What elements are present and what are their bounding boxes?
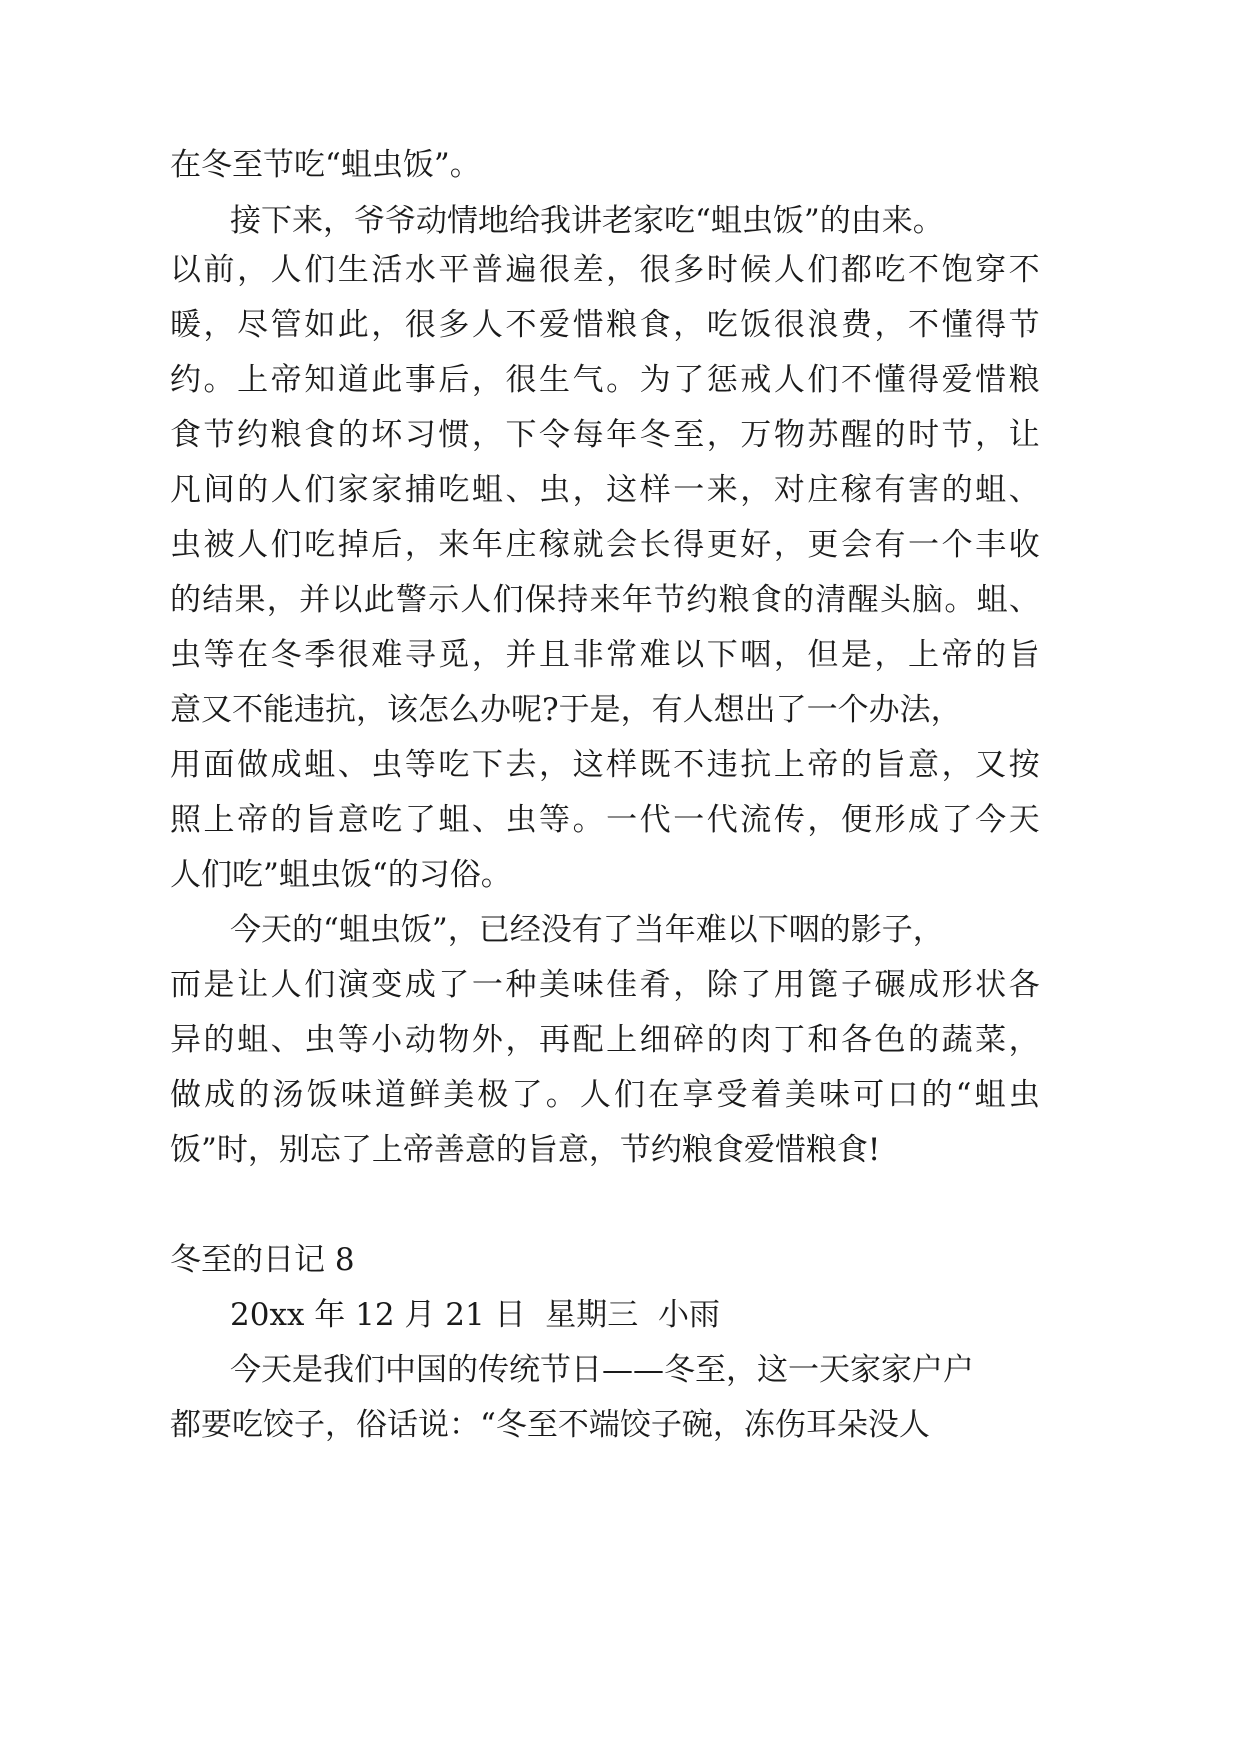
text-line: 都要吃饺子，俗话说：“冬至不端饺子碗，冻伤耳朵没人 — [170, 1407, 930, 1443]
text-line: 用 面 做 成 蛆 、 虫 等 吃 下 去 ， 这 样 既 不 违 抗 上 帝 的 旨 意 ， 又 按 — [170, 747, 1040, 783]
text-line: 凡 间 的 人 们 家 家 捕 吃 蛆 、 虫 ， 这 样 一 来 ， 对 庄 稼 有 害 的 蛆 、 — [170, 472, 1040, 508]
text-line: 的 结 果 ， 并 以 此 警 示 人 们 保 持 来 年 节 约 粮 食 的 清 醒 头 脑 。 蛆 、 — [170, 582, 1040, 618]
text-line: 虫 被 人 们 吃 掉 后 ， 来 年 庄 稼 就 会 长 得 更 好 ， 更 会 有 一 个 丰 收 — [170, 527, 1040, 563]
text-line: 在冬至节吃“蛆虫饭”。 — [170, 147, 481, 183]
text-line: 虫 等 在 冬 季 很 难 寻 觅 ， 并 且 非 常 难 以 下 咽 ， 但 是 ， 上 帝 的 旨 — [170, 637, 1040, 673]
text-line: 饭”时，别忘了上帝善意的旨意，节约粮食爱惜粮食! — [170, 1132, 881, 1168]
text-line: 暖 ， 尽 管 如 此 ， 很 多 人 不 爱 惜 粮 食 ， 吃 饭 很 浪 费 ， 不 懂 得 节 — [170, 307, 1040, 343]
text-line: 食 节 约 粮 食 的 坏 习 惯 ， 下 令 每 年 冬 至 ， 万 物 苏 醒 的 时 节 ， 让 — [170, 417, 1040, 453]
paragraph-first-line: 今天是我们中国的传统节日——冬至，这一天家家户户 — [230, 1352, 974, 1388]
text-line: 意又不能违抗，该怎么办呢?于是，有人想出了一个办法， — [170, 692, 962, 728]
text-line: 以 前 ， 人 们 生 活 水 平 普 遍 很 差 ， 很 多 时 候 人 们 都 吃 不 饱 穿 不 — [170, 252, 1040, 288]
text-line: 照 上 帝 的 旨 意 吃 了 蛆 、 虫 等 。 一 代 一 代 流 传 ， 便 形 成 了 今 天 — [170, 802, 1040, 838]
diary-date-line: 20xx 年 12 月 21 日 星期三 小雨 — [230, 1297, 720, 1333]
text-line: 做 成 的 汤 饭 味 道 鲜 美 极 了 。 人 们 在 享 受 着 美 味 可 口 的 “ 蛆 虫 — [170, 1077, 1040, 1113]
text-line: 异 的 蛆 、 虫 等 小 动 物 外 ， 再 配 上 细 碎 的 肉 丁 和 各 色 的 蔬 菜 ， — [170, 1022, 1040, 1058]
text-line: 人们吃”蛆虫饭“的习俗。 — [170, 857, 512, 893]
paragraph-first-line: 接下来，爷爷动情地给我讲老家吃“蛆虫饭”的由来。 — [230, 203, 944, 239]
text-line: 而 是 让 人 们 演 变 成 了 一 种 美 味 佳 肴 ， 除 了 用 篦 子 碾 成 形 状 各 — [170, 967, 1040, 1003]
text-line: 约 。 上 帝 知 道 此 事 后 ， 很 生 气 。 为 了 惩 戒 人 们 不 懂 得 爱 惜 粮 — [170, 362, 1040, 398]
paragraph-first-line: 今天的“蛆虫饭”，已经没有了当年难以下咽的影子， — [230, 912, 944, 948]
section-heading: 冬至的日记 8 — [170, 1242, 355, 1278]
